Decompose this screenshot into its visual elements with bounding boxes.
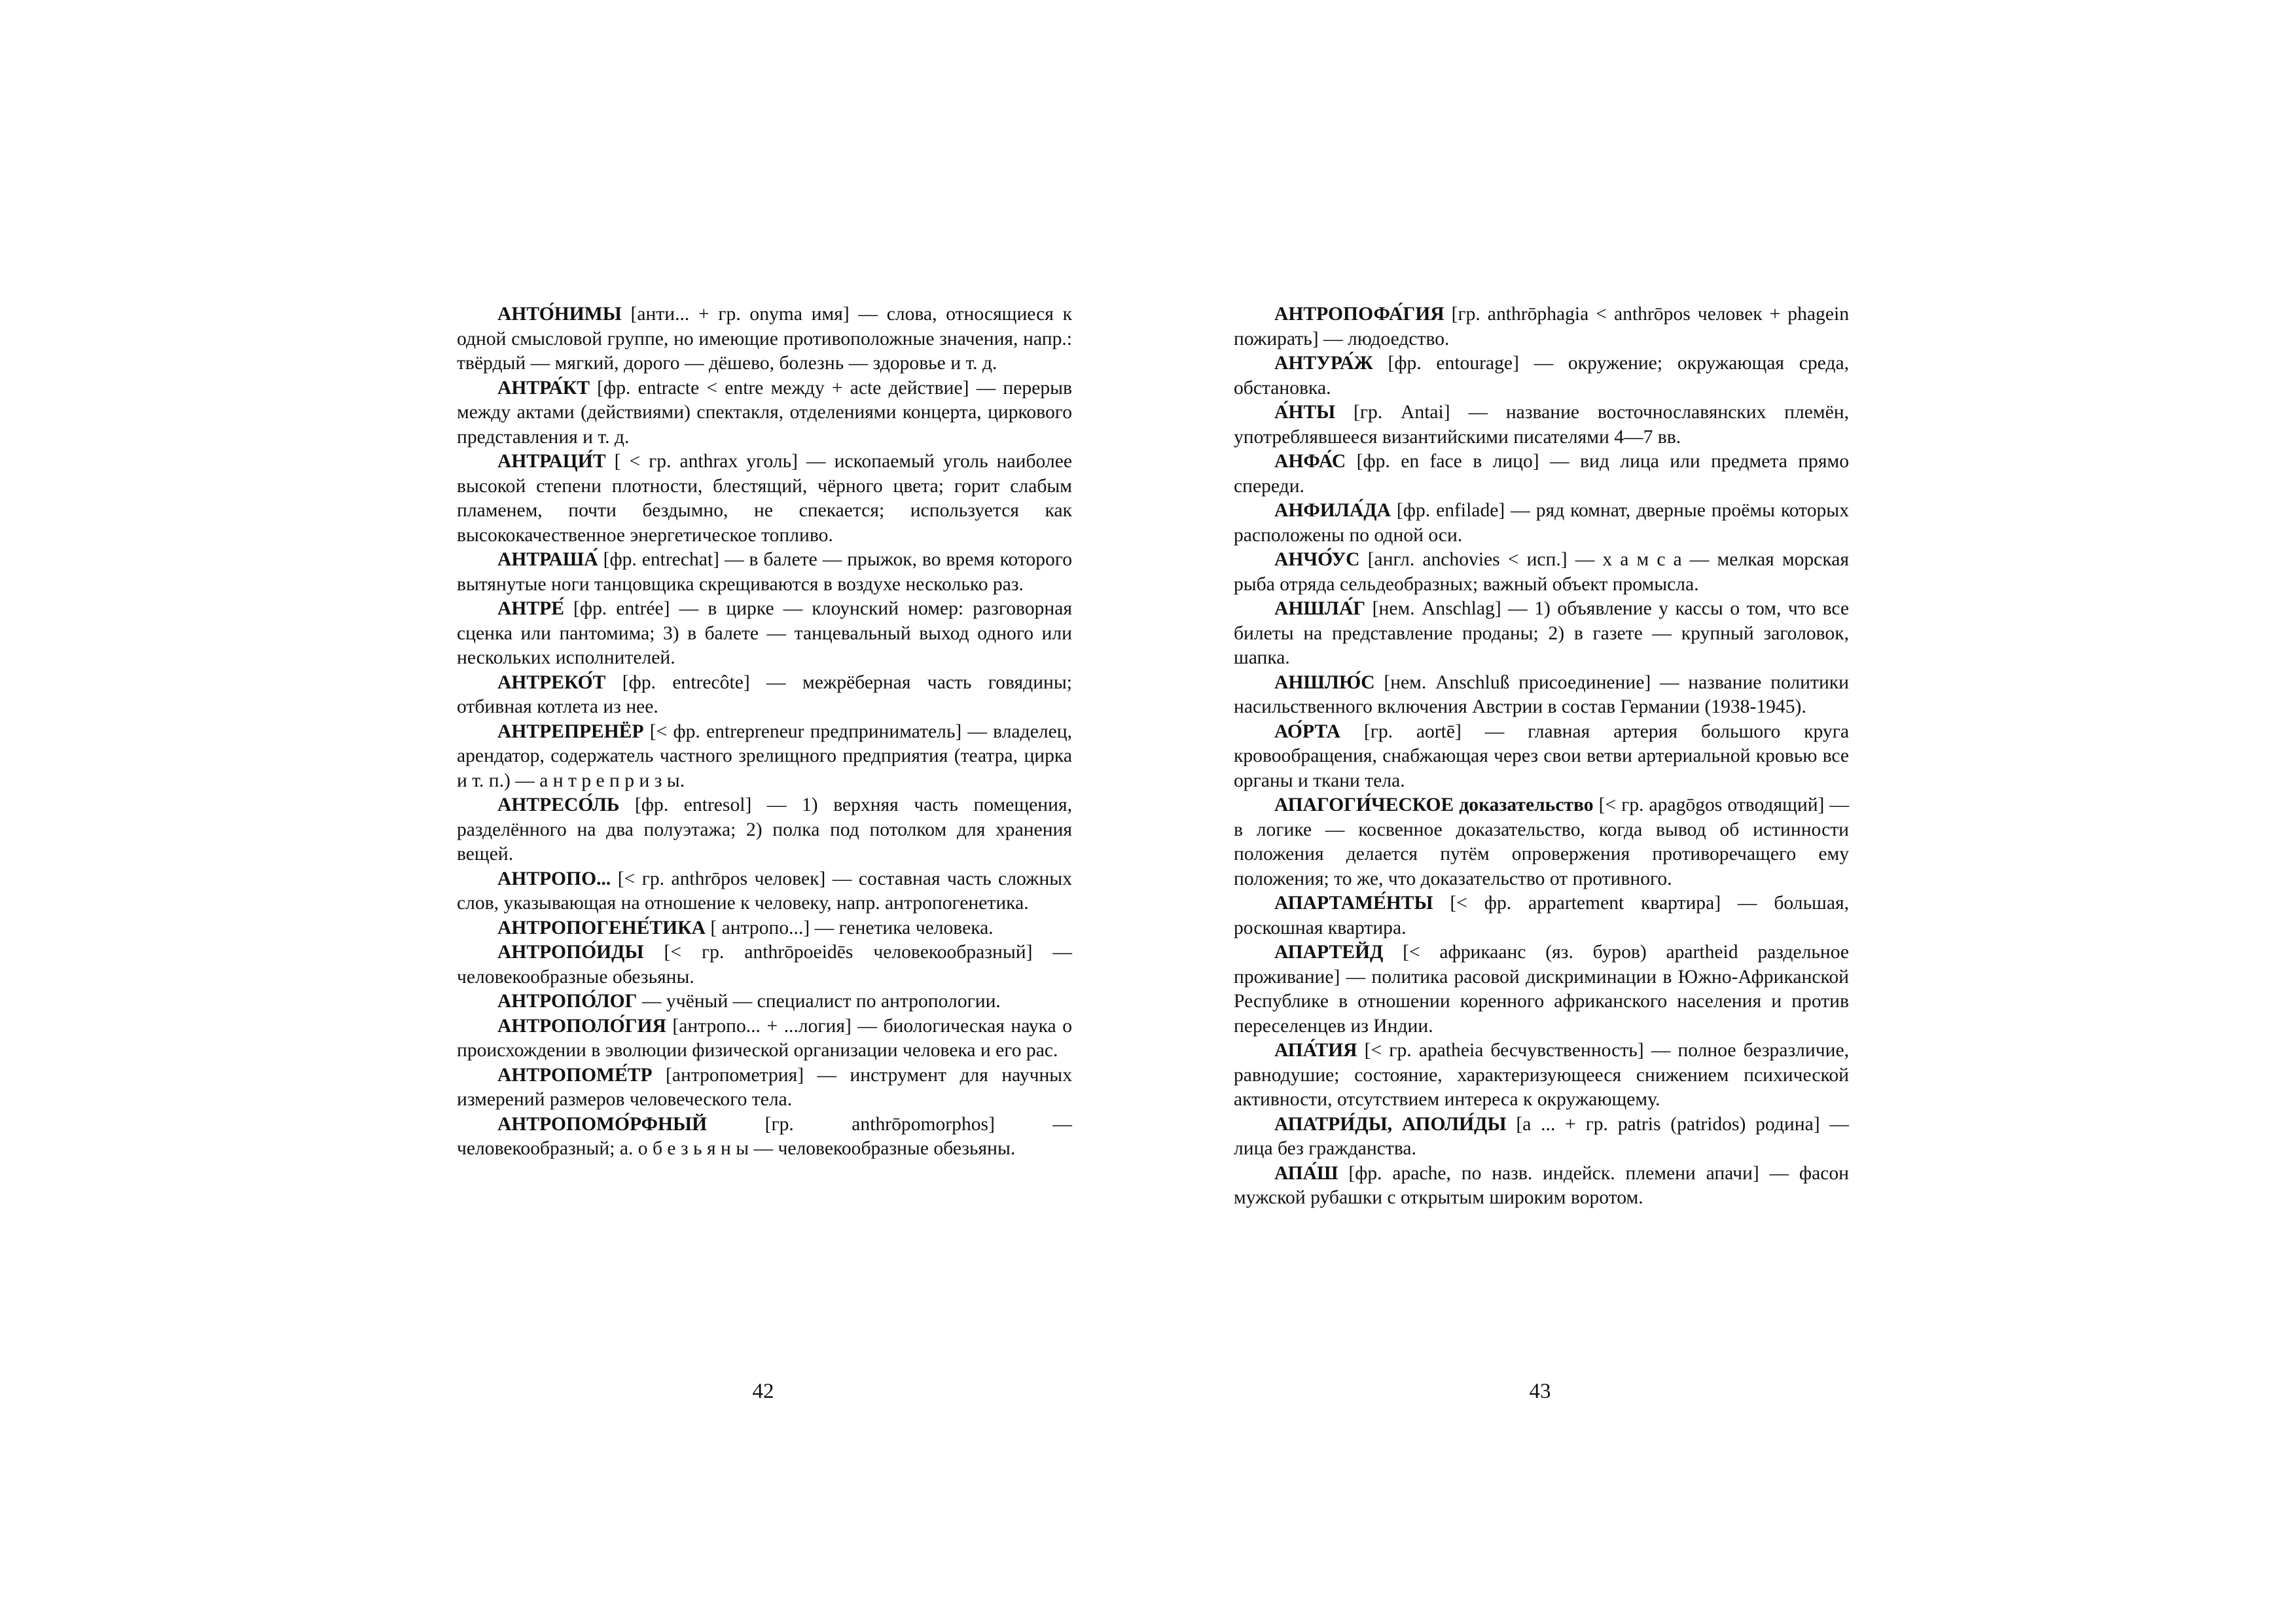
dictionary-entry [457,671,1072,720]
dictionary-entry [457,302,1072,376]
dictionary-entry [1234,1039,1849,1113]
entry-headword: АНТРАЦИ́Т [497,451,606,472]
entry-headword: АНТРОПОГЕНЕ́ТИКА [497,917,706,938]
entry-headword: АНТРЕСО́ЛЬ [497,794,620,815]
entry-headword: АПАТРИ́ДЫ, АПОЛИ́ДЫ [1274,1113,1507,1135]
left-page [457,302,1072,1162]
dictionary-entry [457,376,1072,450]
entry-definition: [фр. entracte < entre между + acte действие] — перерыв между актами (действиями) спектакля, отделениями концерта, циркового представления и т. д. [457,377,1072,448]
right-page [1234,302,1849,1211]
entry-headword: АНЧО́УС [1274,549,1360,570]
entry-headword: АНТРОПО́ЛОГ [497,991,637,1012]
entry-headword: АНШЛА́Г [1274,598,1366,619]
entry-definition: [< гр. apagōgos отводящий] — в логике — косвенное доказательство, когда вывод об истинности положения делается путём опровержения противоречащего ему положения; то же, что доказательство от противного. [1234,794,1850,889]
dictionary-entry [457,450,1072,548]
dictionary-entry [1234,940,1849,1039]
entry-headword: АПАРТЕЙД [1274,942,1384,963]
entry-headword: АНФИЛА́ДА [1274,500,1391,521]
entry-definition: [гр. Antai] — название восточнославянских племён, употреблявшееся византийскими писателями 4—7 вв. [1234,402,1849,448]
dictionary-entry [457,720,1072,794]
entry-headword: АНТРЕПРЕНЁР [497,721,644,742]
entry-headword: АПАРТАМЕ́НТЫ [1274,893,1433,914]
entry-definition: [нем. Anschluß присоединение] — название политики насильственного включения Австрии в состав Германии (1938-1945). [1234,671,1849,717]
entry-definition: [гр. aortē] — главная артерия большого круга кровообращения, снабжающая через свои ветви артериальной кровью все органы и ткани тела. [1234,721,1849,791]
entry-definition: [фр. entrée] — в цирке — клоунский номер: разговорная сценка или пантомима; 3) в балете — танцевальный выход одного или нескольких исполнителей. [457,598,1072,668]
entry-definition: [антропо... + ...логия] — биологическая наука о происхождении в эволюции физической организации человека и его рас. [457,1015,1072,1061]
page-number-right: 43 [1529,1380,1551,1403]
dictionary-entry [1234,891,1849,940]
entry-definition: [а ... + гр. patris (patridos) родина] — лица без гражданства. [1234,1113,1849,1159]
dictionary-entry [1234,351,1849,401]
dictionary-entry [1234,720,1849,794]
entry-definition: [< гр. anthrōpoeidēs человекообразный] — человекообразные обезьяны. [457,942,1072,988]
entry-definition: [фр. entrechat] — в балете — прыжок, во время которого вытянутые ноги танцовщика скрещиваются в воздухе несколько раз. [457,549,1072,595]
entry-definition: [< фр. appartement квартира] — большая, роскошная квартира. [1234,893,1849,938]
dictionary-entry [457,1014,1072,1063]
dictionary-entry [457,1113,1072,1162]
entry-headword: АО́РТА [1274,721,1340,742]
dictionary-entry [1234,1113,1849,1162]
entry-headword: АНТРАША́ [497,549,598,570]
dictionary-entry [1234,793,1849,891]
entry-headword: АПАГОГИ́ЧЕСКОЕ доказательство [1274,794,1594,815]
entry-definition: [англ. anchovies < исп.] — х а м с а — мелкая морская рыба отряда сельдеобразных; важный объект промысла. [1234,549,1849,595]
entry-headword: АНТРОПОФА́ГИЯ [1274,304,1444,325]
entry-definition: [анти... + гр. onyma имя] — слова, относящиеся к одной смысловой группе, но имеющие противоположные значения, напр.: твёрдый — мягкий, дорого — дёшево, болезнь — здоровье и т. д. [457,304,1072,374]
entry-headword: АНТРОПОМО́РФНЫЙ [497,1113,708,1135]
left-page-entries [457,302,1072,1162]
page-number-left: 42 [752,1380,774,1403]
entry-definition: [фр. entresol] — 1) верхняя часть помещения, разделённого на два полуэтажа; 2) полка под потолком для хранения вещей. [457,794,1072,865]
entry-definition: [гр. anthrōpomorphos] — человекообразный; а. о б е з ь я н ы — человекообразные обезьяны. [457,1113,1072,1159]
entry-definition: [гр. anthrōphagia < anthrōpos человек + phagein пожирать] — людоедство. [1234,304,1849,349]
entry-headword: АНТРОПО́ИДЫ [497,942,644,963]
entry-definition: [фр. entrecôte] — межрёберная часть говядины; отбивная котлета из нее. [457,671,1072,717]
dictionary-entry [457,548,1072,597]
entry-headword: АНТРОПОМЕ́ТР [497,1064,653,1086]
entry-definition: [фр. en face в лицо] — вид лица или предмета прямо спереди. [1234,451,1849,497]
entry-headword: А́НТЫ [1274,402,1336,423]
dictionary-entry [457,916,1072,941]
dictionary-entry [1234,597,1849,671]
dictionary-entry [457,597,1072,671]
entry-definition: [нем. Anschlag] — 1) объявление у кассы о том, что все билеты на представление проданы; 2) в газете — крупный заголовок, шапка. [1234,598,1849,668]
entry-definition: [< африкаанс (яз. буров) apartheid раздельное проживание] — политика расовой дискриминации в Южно-Африканской Республике в отношении коренного африканского населения и против переселенцев из Индии. [1234,942,1849,1037]
dictionary-entry [1234,671,1849,720]
dictionary-entry [457,867,1072,916]
entry-definition: [ антропо...] — генетика человека. [706,917,994,938]
entry-headword: АНТРЕ́ [497,598,564,619]
entry-definition: [< гр. anthrōpos человек] — составная часть сложных слов, указывающая на отношение к человеку, напр. антропогенетика. [457,868,1072,914]
entry-definition: [фр. enfilade] — ряд комнат, дверные проёмы которых расположены по одной оси. [1234,500,1849,546]
dictionary-entry [1234,499,1849,548]
entry-definition: [фр. apache, по назв. индейск. племени апачи] — фасон мужской рубашки с открытым широким воротом. [1234,1162,1849,1208]
entry-headword: АПА́Ш [1274,1162,1338,1184]
entry-headword: АНТРА́КТ [497,377,590,399]
entry-definition: [антропометрия] — инструмент для научных измерений размеров человеческого тела. [457,1064,1072,1110]
entry-definition: — учёный — специалист по антропологии. [637,991,1001,1012]
right-page-entries [1234,302,1849,1211]
dictionary-entry [457,1063,1072,1113]
dictionary-entry [1234,548,1849,597]
entry-headword: АНТРЕКО́Т [497,671,606,693]
entry-definition: [фр. entourage] — окружение; окружающая среда, обстановка. [1234,353,1849,399]
entry-headword: АНТРОПОЛО́ГИЯ [497,1015,666,1037]
dictionary-entry [1234,1162,1849,1211]
entry-headword: АНТРОПО... [497,868,611,889]
entry-definition: [< фр. entrepreneur предприниматель] — владелец, арендатор, содержатель частного зрелищного предприятия (театра, цирка и т. п.) — а н т р е п р и з ы. [457,721,1072,791]
entry-definition: [< гр. apatheia бесчувственность] — полное безразличие, равнодушие; состояние, характеризующееся снижением психической активности, отсутствием интереса к окружающему. [1234,1040,1849,1110]
dictionary-entry [457,793,1072,867]
dictionary-entry [1234,302,1849,351]
dictionary-entry [457,990,1072,1014]
entry-definition: [ < гр. anthrax уголь] — ископаемый уголь наиболее высокой степени плотности, блестящий, чёрного цвета; горит слабым пламенем, почти бездымно, не спекается; используется как высококачественное энергетическое топливо. [457,451,1072,546]
dictionary-entry [1234,401,1849,450]
entry-headword: АНФА́С [1274,451,1346,472]
dictionary-entry [1234,450,1849,499]
entry-headword: АНШЛЮ́С [1274,671,1375,693]
dictionary-entry [457,940,1072,990]
entry-headword: АПА́ТИЯ [1274,1040,1357,1061]
entry-headword: АНТО́НИМЫ [497,304,622,325]
entry-headword: АНТУРА́Ж [1274,353,1373,374]
